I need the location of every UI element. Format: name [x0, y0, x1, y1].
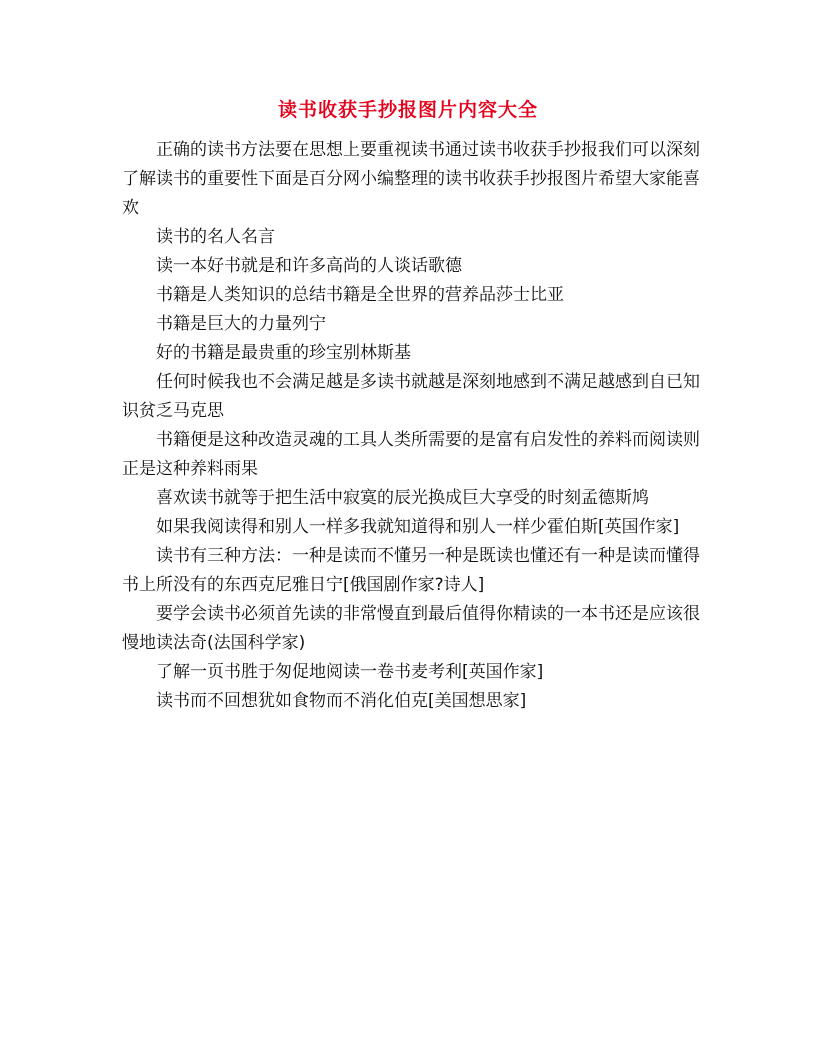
- paragraph: 好的书籍是最贵重的珍宝别林斯基: [156, 343, 411, 363]
- paragraph: 喜欢读书就等于把生活中寂寞的辰光换成巨大享受的时刻孟德斯鸠: [156, 488, 649, 508]
- paragraph: 读书有三种方法：一种是读而不懂另一种是既读也懂还有一种是读而懂得书上所没有的东西克尼雅日宁[俄国剧作家?诗人]: [122, 546, 700, 595]
- paragraph: 了解一页书胜于匆促地阅读一卷书麦考利[英国作家]: [156, 662, 544, 682]
- paragraph: 读书的名人名言: [156, 227, 275, 247]
- paragraph: 书籍是巨大的力量列宁: [156, 314, 326, 334]
- paragraph: 如果我阅读得和别人一样多我就知道得和别人一样少霍伯斯[英国作家]: [156, 517, 680, 537]
- document-body: [122, 136, 702, 716]
- paragraph: 任何时候我也不会满足越是多读书就越是深刻地感到不满足越感到自已知识贫乏马克思: [122, 372, 700, 421]
- paragraph: 读一本好书就是和许多高尚的人谈话歌德: [156, 256, 462, 276]
- paragraph: 读书而不回想犹如食物而不消化伯克[美国想思家]: [156, 691, 527, 711]
- paragraph: 要学会读书必须首先读的非常慢直到最后值得你精读的一本书还是应该很慢地读法奇(法国科学家): [122, 604, 700, 653]
- paragraph: 书籍是人类知识的总结书籍是全世界的营养品莎士比亚: [156, 285, 564, 305]
- document-title: 读书收获手抄报图片内容大全: [277, 99, 538, 121]
- paragraph: 书籍便是这种改造灵魂的工具人类所需要的是富有启发性的养料而阅读则正是这种养料雨果: [122, 430, 700, 479]
- paragraph: 正确的读书方法要在思想上要重视读书通过读书收获手抄报我们可以深刻了解读书的重要性下面是百分网小编整理的读书收获手抄报图片希望大家能喜欢: [122, 140, 700, 218]
